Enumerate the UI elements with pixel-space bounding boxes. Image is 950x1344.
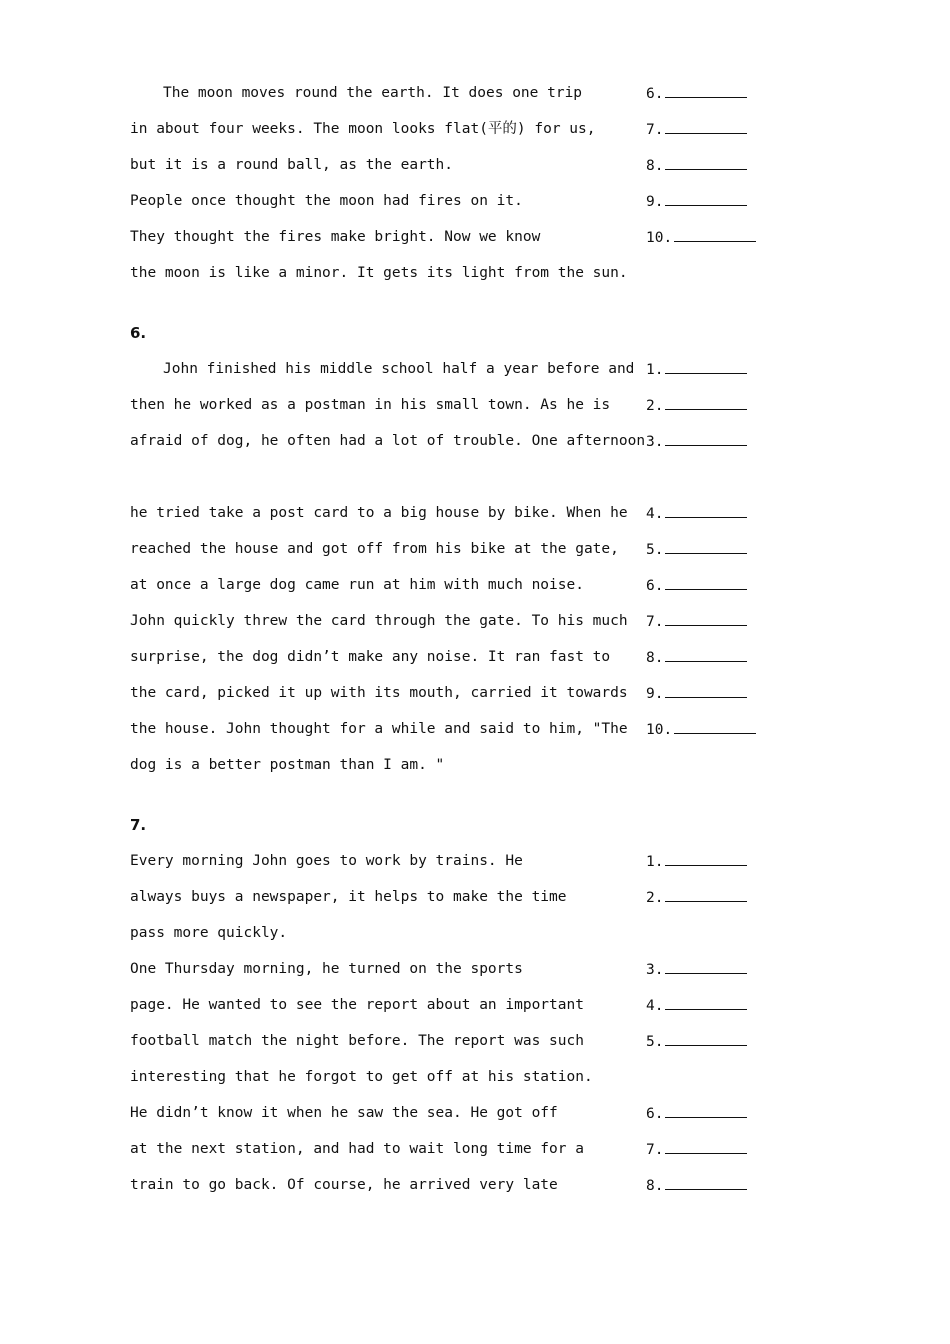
answer-blank[interactable]: 8. (646, 1175, 766, 1196)
answer-blank[interactable]: 6. (646, 1103, 766, 1124)
passage-line: The moon moves round the earth. It does one trip (163, 85, 583, 101)
passage-line: John finished his middle school half a year before and (163, 361, 635, 377)
answer-blank[interactable]: 5. (646, 1031, 766, 1052)
passage-line: He didn’t know it when he saw the sea. He got off (130, 1105, 558, 1121)
passage-line: Every morning John goes to work by trains. He (130, 853, 523, 869)
answer-blank[interactable]: 9. (646, 191, 766, 212)
passage-line: John quickly threw the card through the gate. To his much (130, 613, 628, 629)
passage-line: but it is a round ball, as the earth. (130, 157, 454, 173)
answer-blank[interactable]: 10. (646, 719, 766, 740)
passage-line: then he worked as a postman in his small town. As he is (130, 397, 611, 413)
passage-line: always buys a newspaper, it helps to make the time (130, 889, 567, 905)
passage-line: the card, picked it up with its mouth, carried it towards (130, 685, 628, 701)
answer-blank[interactable]: 2. (646, 887, 766, 908)
passage-line: at the next station, and had to wait long time for a (130, 1141, 584, 1157)
section-heading: 6. (130, 324, 147, 342)
answer-blank[interactable]: 9. (646, 683, 766, 704)
answer-blank[interactable]: 5. (646, 539, 766, 560)
answer-blank[interactable]: 3. (646, 959, 766, 980)
answer-blank[interactable]: 2. (646, 395, 766, 416)
passage-line: reached the house and got off from his bike at the gate, (130, 541, 619, 557)
passage-line: afraid of dog, he often had a lot of trouble. One afternoon (130, 433, 646, 449)
answer-blank[interactable]: 7. (646, 1139, 766, 1160)
passage-line: at once a large dog came run at him with much noise. (130, 577, 584, 593)
passage-line: the moon is like a minor. It gets its light from the sun. (130, 265, 628, 281)
passage-line: They thought the fires make bright. Now we know (130, 229, 541, 245)
passage-line: page. He wanted to see the report about an important (130, 997, 584, 1013)
passage-line: People once thought the moon had fires on it. (130, 193, 523, 209)
answer-blank[interactable]: 8. (646, 155, 766, 176)
answer-blank[interactable]: 4. (646, 503, 766, 524)
answer-blank[interactable]: 8. (646, 647, 766, 668)
answer-blank[interactable]: 7. (646, 119, 766, 140)
section-heading: 7. (130, 816, 147, 834)
answer-blank[interactable]: 3. (646, 431, 766, 452)
passage-line: train to go back. Of course, he arrived very late (130, 1177, 558, 1193)
answer-blank[interactable]: 4. (646, 995, 766, 1016)
answer-blank[interactable]: 1. (646, 851, 766, 872)
passage-line: football match the night before. The report was such (130, 1033, 584, 1049)
answer-blank[interactable]: 1. (646, 359, 766, 380)
passage-line: pass more quickly. (130, 925, 288, 941)
answer-blank[interactable]: 6. (646, 575, 766, 596)
passage-line: the house. John thought for a while and said to him, "The (130, 721, 628, 737)
passage-line: surprise, the dog didn’t make any noise. It ran fast to (130, 649, 611, 665)
passage-line: he tried take a post card to a big house by bike. When he (130, 505, 628, 521)
passage-line: One Thursday morning, he turned on the sports (130, 961, 523, 977)
answer-blank[interactable]: 10. (646, 227, 766, 248)
answer-blank[interactable]: 7. (646, 611, 766, 632)
answer-blank[interactable]: 6. (646, 83, 766, 104)
passage-line: in about four weeks. The moon looks flat(平的) for us, (130, 121, 596, 137)
passage-line: interesting that he forgot to get off at his station. (130, 1069, 593, 1085)
passage-line: dog is a better postman than I am. " (130, 757, 445, 773)
